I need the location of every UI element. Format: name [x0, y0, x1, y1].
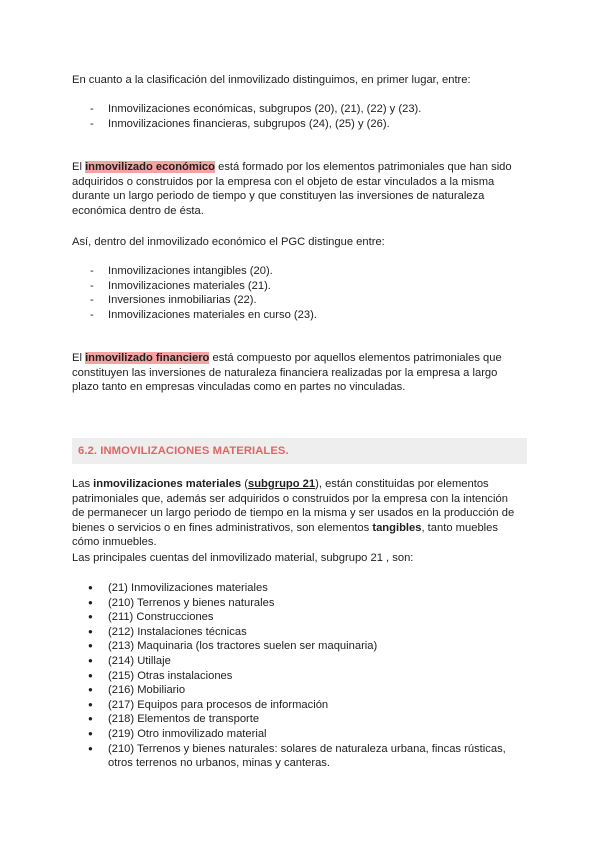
list-item: - Inmovilizaciones materiales (21). — [72, 279, 532, 294]
list-item: ● (215) Otras instalaciones — [72, 669, 517, 684]
intro-list — [72, 102, 532, 131]
financiero-term: inmovilizado financiero — [85, 352, 210, 364]
list-item: ● (213) Maquinaria (los tractores suelen ser maquinaria) — [72, 639, 517, 654]
list-item: - Inmovilizaciones económicas, subgrupos (20), (21), (22) y (23). — [72, 102, 532, 117]
list-item: - Inmovilizaciones financieras, subgrupos (24), (25) y (26). — [72, 117, 532, 132]
list-item: ● (212) Instalaciones técnicas — [72, 625, 517, 640]
pgc-intro-text: Así, dentro del inmovilizado económico el PGC distingue entre: — [72, 236, 385, 248]
section-title: 6.2. INMOVILIZACIONES MATERIALES. — [78, 445, 289, 457]
economico-paragraph: El inmovilizado económico está formado por los elementos patrimoniales que han sido adquiridos o construidos por la empresa con el objeto de estar vinculados a la misma durante un largo periodo de tiempo y que constituyen las inversiones de naturaleza económica dentro de ésta. — [72, 161, 512, 217]
list-item: ● (216) Mobiliario — [72, 683, 517, 698]
intro-text: En cuanto a la clasificación del inmovilizado distinguimos, en primer lugar, entre: — [72, 74, 471, 86]
economico-term: inmovilizado económico — [85, 161, 215, 173]
materiales-term: inmovilizaciones materiales — [93, 478, 242, 490]
materiales-paragraph: Las inmovilizaciones materiales (subgrupo 21), están constituidas por elementos patrimoniales que, además ser adquiridos o construidos por la empresa con la intención de permanecer un largo periodo de tiempo en la misma y ser usados en la producción de bienes o servicios o en fines administrativos, son elementos tangibles, tanto muebles cómo inmuebles. — [72, 478, 515, 549]
list-item: ● (214) Utillaje — [72, 654, 517, 669]
pgc-list — [72, 264, 532, 322]
section-heading-bar — [72, 438, 527, 464]
financiero-paragraph: El inmovilizado financiero está compuesto por aquellos elementos patrimoniales que constituyen las inversiones de naturaleza financiera realizadas por la empresa a largo plazo tanto en empresas vinculadas como en partes no vinculadas. — [72, 352, 502, 394]
list-item: - Inmovilizaciones materiales en curso (23). — [72, 308, 532, 323]
list-item: ● (21) Inmovilizaciones materiales — [72, 581, 517, 596]
list-item: ● (219) Otro inmovilizado material — [72, 727, 517, 742]
list-item: ● (210) Terrenos y bienes naturales — [72, 596, 517, 611]
list-item: ● (218) Elementos de transporte — [72, 712, 517, 727]
list-item: - Inmovilizaciones intangibles (20). — [72, 264, 532, 279]
cuentas-intro-text: Las principales cuentas del inmovilizado material, subgrupo 21 , son: — [72, 552, 414, 564]
list-item: ● (211) Construcciones — [72, 610, 517, 625]
list-item: ● (217) Equipos para procesos de información — [72, 698, 517, 713]
cuentas-list — [72, 581, 517, 771]
subgrupo-term: subgrupo 21 — [248, 478, 316, 490]
list-item: - Inversiones inmobiliarias (22). — [72, 293, 532, 308]
list-item: ● (210) Terrenos y bienes naturales: solares de naturaleza urbana, fincas rústicas, otros terrenos no urbanos, minas y canteras. — [72, 742, 517, 771]
tangibles-term: tangibles — [372, 521, 422, 534]
